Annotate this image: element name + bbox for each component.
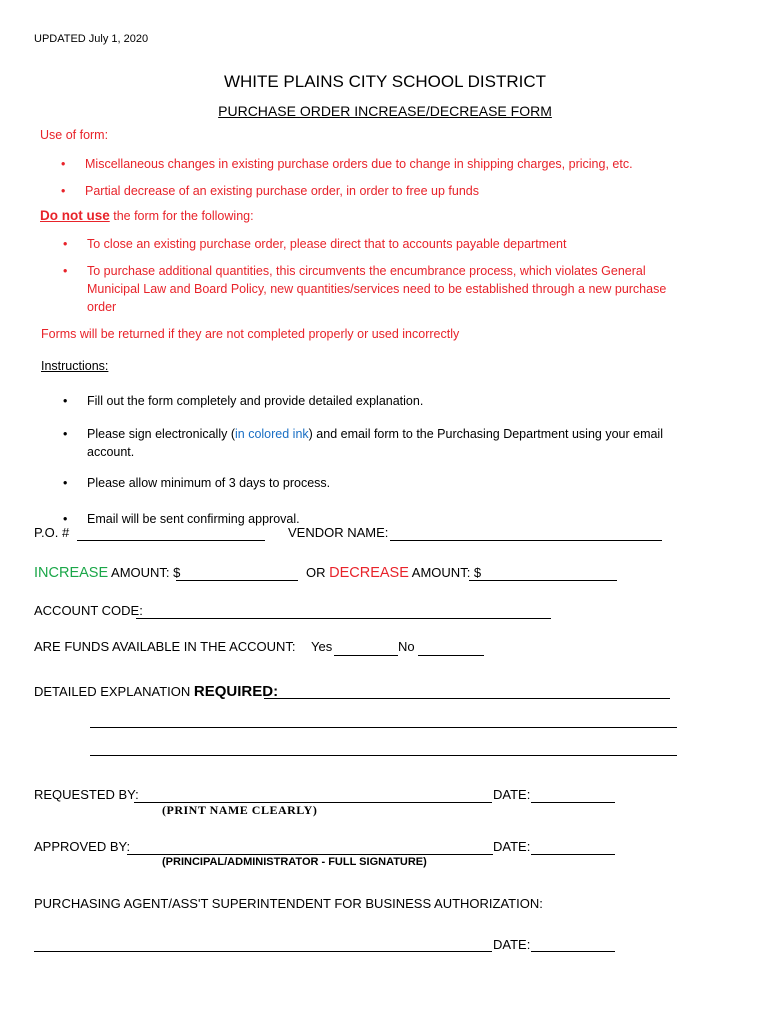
decrease-row: OR DECREASE AMOUNT: $ xyxy=(306,565,482,581)
instruction-item-2: • Please sign electronically (in colored ink) and email form to the Purchasing Department using your email account. xyxy=(63,427,663,459)
explanation-field-3[interactable] xyxy=(90,755,677,756)
no-label: No xyxy=(398,639,415,654)
approved-by-label: APPROVED BY: xyxy=(34,839,131,854)
colored-ink-text: in colored ink xyxy=(235,427,309,441)
authorization-label: PURCHASING AGENT/ASS'T SUPERINTENDENT FOR BUSINESS AUTHORIZATION: xyxy=(34,896,543,911)
bullet-icon: • xyxy=(63,237,68,251)
do-not-item-1: • To close an existing purchase order, please direct that to accounts payable department xyxy=(63,237,567,251)
decrease-amount-field[interactable] xyxy=(469,580,617,581)
account-code-field[interactable] xyxy=(136,618,551,619)
use-item-1: • Miscellaneous changes in existing purchase orders due to change in shipping charges, pricing, etc. xyxy=(61,157,633,171)
authorization-field[interactable] xyxy=(34,951,492,952)
district-title: WHITE PLAINS CITY SCHOOL DISTRICT xyxy=(223,72,547,91)
authorization-date-field[interactable] xyxy=(531,951,615,952)
use-item-2: • Partial decrease of an existing purchase order, in order to free up funds xyxy=(61,184,479,198)
required-text: REQUIRED: xyxy=(193,683,279,700)
requested-by-label: REQUESTED BY: xyxy=(34,787,139,802)
updated-date: UPDATED July 1, 2020 xyxy=(34,33,149,45)
explanation-field-2[interactable] xyxy=(90,727,677,728)
do-not-use-heading: Do not use the form for the following: xyxy=(40,208,254,223)
instruction-item-3: • Please allow minimum of 3 days to process. xyxy=(63,476,331,490)
bullet-icon: • xyxy=(63,427,68,441)
vendor-label: VENDOR NAME: xyxy=(288,525,389,540)
no-field[interactable] xyxy=(418,655,484,656)
authorization-date-label: DATE: xyxy=(493,937,531,952)
vendor-field[interactable] xyxy=(390,540,662,541)
bullet-icon: • xyxy=(63,512,68,526)
yes-field[interactable] xyxy=(334,655,398,656)
increase-row: INCREASE AMOUNT: $ xyxy=(34,565,181,581)
approved-date-label: DATE: xyxy=(493,839,531,854)
instruction-item-4: • Email will be sent confirming approval. xyxy=(63,512,300,526)
decrease-word: DECREASE xyxy=(329,565,409,581)
increase-word: INCREASE xyxy=(34,565,109,581)
warning-text: Forms will be returned if they are not completed properly or used incorrectly xyxy=(41,327,460,341)
account-code-label: ACCOUNT CODE: xyxy=(34,603,143,618)
instructions-heading: Instructions: xyxy=(41,359,109,373)
bullet-icon: • xyxy=(61,157,66,171)
requested-date-label: DATE: xyxy=(493,787,531,802)
approved-date-field[interactable] xyxy=(531,854,615,855)
do-not-item-2: • To purchase additional quantities, this circumvents the encumbrance process, which violates General Municipal Law and Board Policy, new quantities/services need to be established through a new purchase order xyxy=(63,264,667,314)
do-not-use-emphasis: Do not use xyxy=(40,208,110,223)
po-field[interactable] xyxy=(77,540,265,541)
requested-date-field[interactable] xyxy=(531,802,615,803)
explanation-field-1[interactable] xyxy=(264,698,670,699)
use-of-form-heading: Use of form: xyxy=(40,128,109,142)
funds-available-label: ARE FUNDS AVAILABLE IN THE ACCOUNT: xyxy=(34,639,296,654)
approved-by-field[interactable] xyxy=(127,854,493,855)
form-title: PURCHASE ORDER INCREASE/DECREASE FORM xyxy=(218,103,552,119)
signature-note: (PRINCIPAL/ADMINISTRATOR - FULL SIGNATURE) xyxy=(162,856,427,868)
bullet-icon: • xyxy=(63,264,68,278)
print-name-note: (PRINT NAME CLEARLY) xyxy=(162,803,318,817)
increase-amount-field[interactable] xyxy=(176,580,298,581)
instruction-item-1: • Fill out the form completely and provide detailed explanation. xyxy=(63,394,424,408)
bullet-icon: • xyxy=(63,476,68,490)
explanation-label: DETAILED EXPLANATION REQUIRED: xyxy=(34,683,279,700)
yes-label: Yes xyxy=(311,639,333,654)
po-label: P.O. # xyxy=(34,525,70,540)
bullet-icon: • xyxy=(63,394,68,408)
bullet-icon: • xyxy=(61,184,66,198)
